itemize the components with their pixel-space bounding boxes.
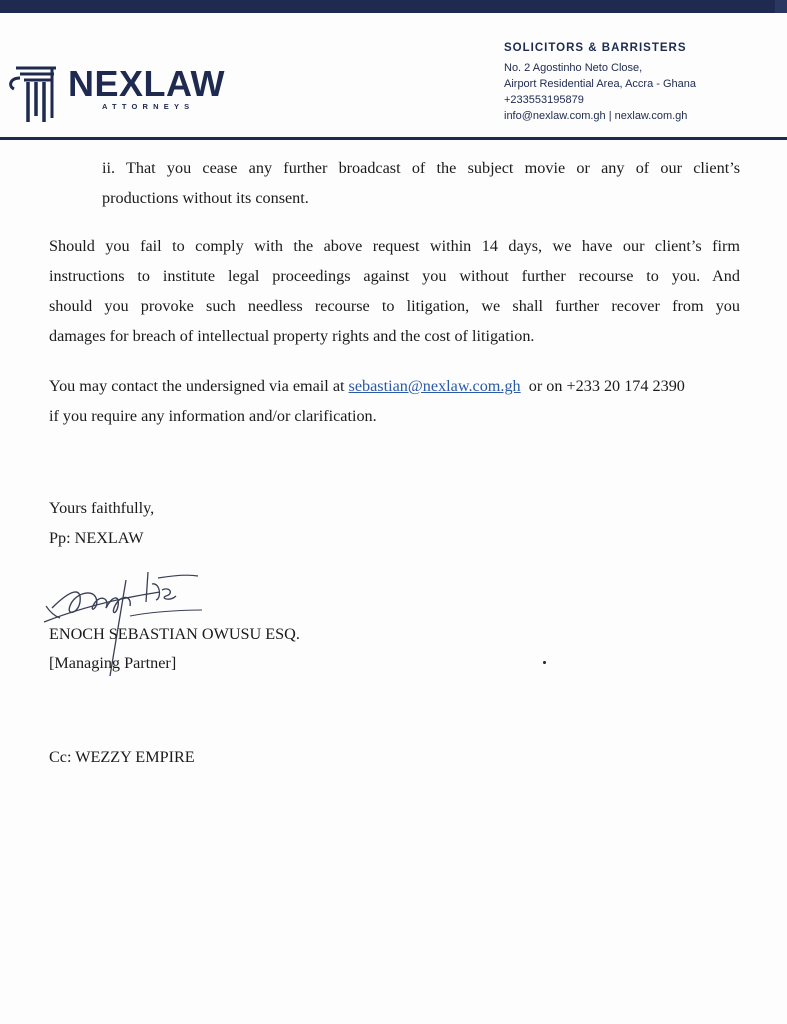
cc-line: Cc: WEZZY EMPIRE — [49, 748, 195, 766]
nexlaw-logo — [6, 56, 246, 128]
top-border-bar — [0, 0, 787, 13]
paragraph-noncompliance-line-3: should you provoke such needless recourse to litigation, we shall further recover from you — [49, 297, 740, 315]
logo-wordmark: NEXLAW — [68, 63, 226, 104]
paragraph-ii — [102, 153, 740, 213]
firm-contact: info@nexlaw.com.gh | nexlaw.com.gh — [504, 110, 688, 122]
paragraph-noncompliance — [49, 231, 740, 351]
address-line-2: Airport Residential Area, Accra - Ghana — [504, 78, 696, 90]
paragraph-ii-line-2: productions without its consent. — [102, 189, 309, 207]
paragraph-noncompliance-line-1: Should you fail to comply with the above request within 14 days, we have our client’s firm — [49, 237, 740, 255]
stray-dot — [543, 661, 546, 664]
header-divider — [0, 137, 787, 140]
paragraph-contact-line-1 — [49, 371, 743, 401]
firm-title: SOLICITORS & BARRISTERS — [504, 42, 687, 54]
top-border-corner — [775, 0, 787, 13]
contact-prefix: You may contact the undersigned via email at — [49, 377, 349, 395]
paragraph-contact-line-2: if you require any information and/or clarification. — [49, 407, 377, 425]
logo-subtitle: ATTORNEYS — [102, 102, 195, 111]
paragraph-noncompliance-line-2: instructions to institute legal proceedings against you without further recourse to you. And — [49, 267, 740, 285]
signoff-block — [49, 493, 154, 553]
paragraph-contact — [49, 371, 743, 431]
firm-phone: +233553195879 — [504, 94, 584, 106]
address-line-1: No. 2 Agostinho Neto Close, — [504, 62, 643, 74]
paragraph-ii-line-1: ii. That you cease any further broadcast of the subject movie or any of our client’s — [102, 159, 740, 177]
closing-text: Yours faithfully, — [49, 499, 155, 517]
paragraph-noncompliance-line-4: damages for breach of intellectual property rights and the cost of litigation. — [49, 327, 535, 345]
pp-text: Pp: NEXLAW — [49, 529, 144, 547]
pillar-logo-icon — [6, 56, 64, 128]
signatory-role: [Managing Partner] — [49, 654, 177, 672]
email-link[interactable]: sebastian@nexlaw.com.gh — [348, 377, 521, 395]
contact-phone: or on +233 20 174 2390 — [520, 377, 685, 395]
signatory-name: ENOCH SEBASTIAN OWUSU ESQ. — [49, 625, 300, 643]
firm-info — [504, 42, 696, 124]
